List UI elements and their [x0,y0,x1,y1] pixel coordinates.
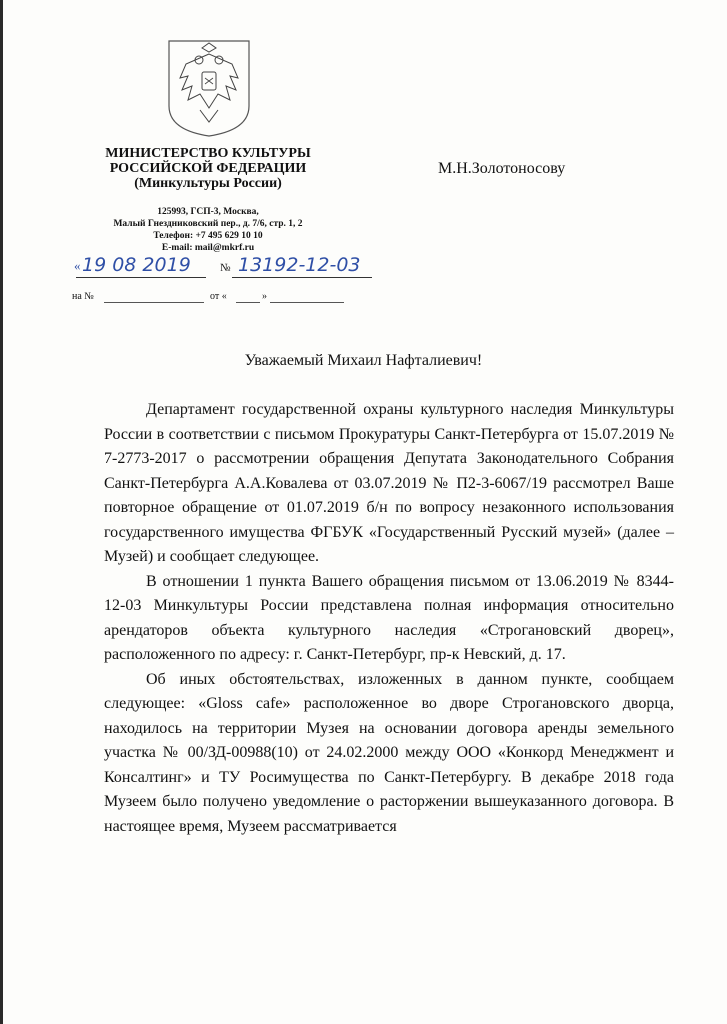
outgoing-date-number: « 19 08 2019 № 13192-12-03 [70,254,380,282]
greeting: Уважаемый Михаил Нафталиевич! [244,352,483,369]
reference-row [70,291,360,309]
address-line: Малый Гнездниковский пер., д. 7/6, стр. 1, 2 [113,219,303,229]
ministry-line: РОССИЙСКОЙ ФЕДЕРАЦИИ [109,161,307,176]
address-line: Телефон: +7 495 629 10 10 [153,231,263,241]
address-line: 125993, ГСП-3, Москва, [157,207,259,217]
paragraph: Департамент государственной охраны культурного наследия Минкультуры России в соответствии с письмом Прокуратуры Санкт-Петербурга от 15.07.2019 № 7-2773-2017 о рассмотрении обращения Депутата Законодательного Собрания Санкт-Петербурга А.А.Ковалева от 03.07.2019 № П2-3-6067/19 рассмотрел Ваше повторное обращение от 01.07.2019 б/н по вопросу незаконного использования государственного имущества ФГБУК «Государственный Русский музей» (далее – Музей) и сообщает следующее. [104,401,674,565]
reference-label: на № [72,291,94,302]
scan-border [0,0,3,1024]
letter-body [104,398,674,839]
reference-close-quote: » [262,291,267,302]
ministry-line: (Минкультуры России) [134,176,282,191]
reference-from-label: от « [210,291,227,302]
paragraph: Об иных обстоятельствах, изложенных в данном пункте, сообщаем следующее: «Gloss cafe» расположенное во дворе Строгановского дворца, находилось на территории Музея на основании договора аренды земельного участка № 00/ЗД-00988(10) от 24.02.2000 между ООО «Конкорд Менеджмент и Консалтинг» и ТУ Росимущества по Санкт-Петербургу. В декабре 2018 года Музеем было получено уведомление о расторжении вышеуказанного договора. В настоящее время, Музеем рассматривается [104,670,674,835]
recipient-name: М.Н.Золотоносову [438,160,566,177]
ministry-address-block [70,206,346,254]
coat-of-arms-icon [166,38,252,138]
date-underline [76,277,206,278]
number-sign: № [220,262,231,274]
handwritten-date: 19 08 2019 [82,254,191,276]
handwritten-number: 13192-12-03 [238,254,361,276]
paragraph: В отношении 1 пункта Вашего обращения письмом от 13.06.2019 № 8344-12-03 Минкультуры России представлена полная информация относительно арендаторов объекта культурного наследия «Строгановский дворец», расположенного по адресу: г. Санкт-Петербург, пр-к Невский, д. 17. [104,572,674,663]
number-underline [232,277,372,278]
address-line: E-mail: mail@mkrf.ru [161,243,255,253]
ministry-name-block [70,146,346,191]
ministry-line: МИНИСТЕРСТВО КУЛЬТУРЫ [105,146,311,161]
